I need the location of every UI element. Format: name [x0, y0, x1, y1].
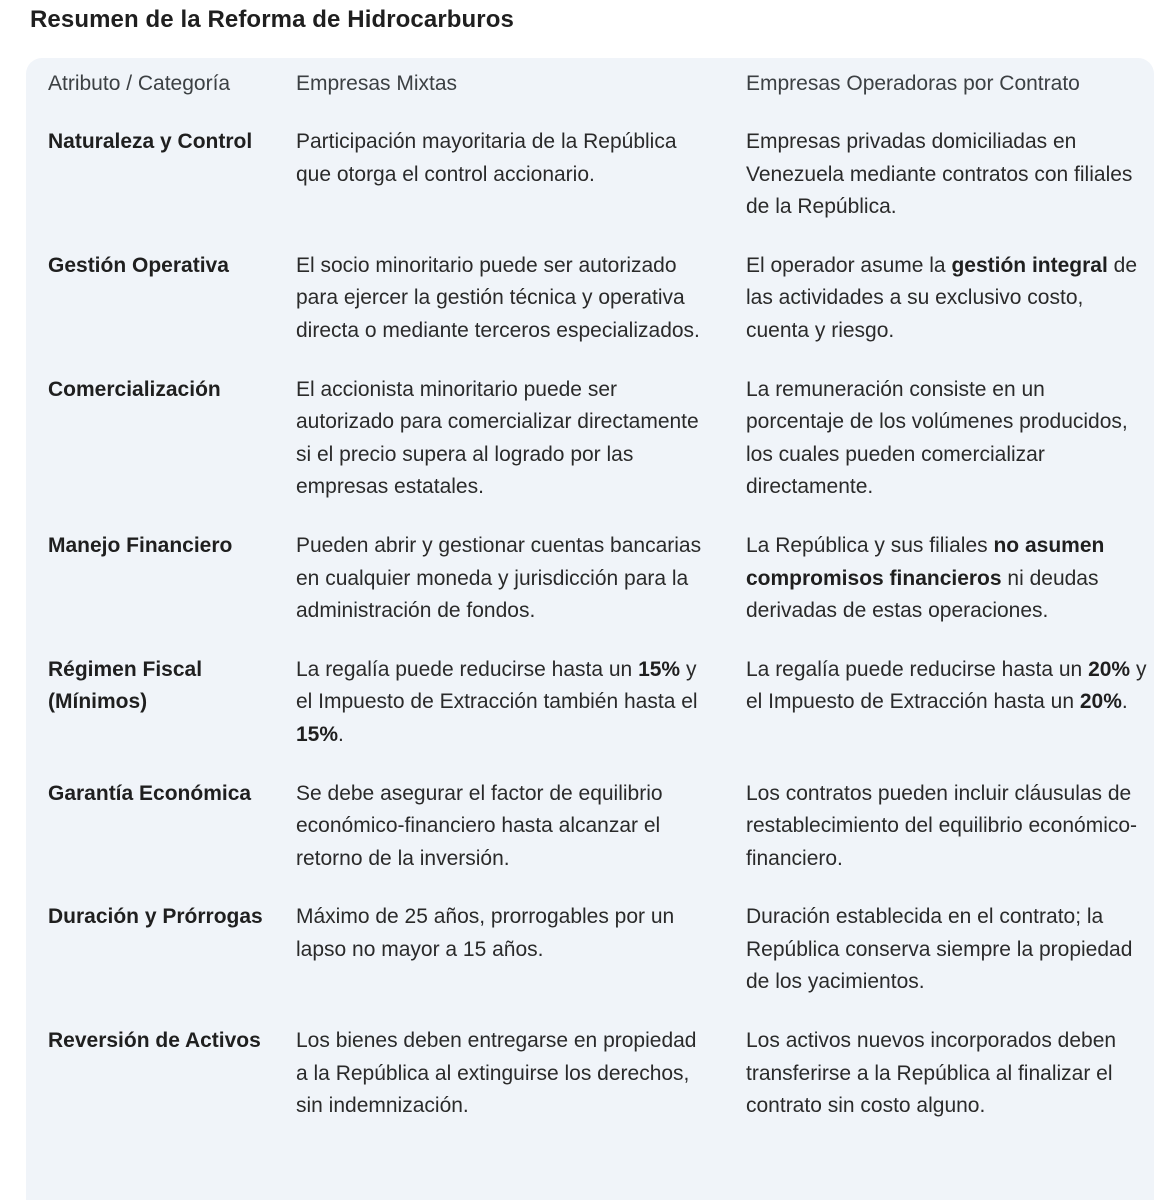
- bold-run: gestión integral: [951, 253, 1108, 277]
- summary-table: [48, 68, 1148, 1149]
- bold-run: 15%: [296, 722, 339, 746]
- table-row: [48, 778, 1148, 902]
- cell-operadoras: Duración establecida en el contrato; la República conserva siempre la propiedad de los yacimientos.: [746, 905, 1133, 994]
- table-row: [48, 126, 1148, 250]
- header-attribute: Atributo / Categoría: [48, 72, 231, 95]
- text-run: La República y sus filiales: [746, 533, 994, 557]
- cell-mixtas: El accionista minoritario puede ser autorizado para comercializar directamente si el precio supera al logrado por las empresas estatales.: [296, 377, 699, 499]
- cell-operadoras: Empresas privadas domiciliadas en Venezuela mediante contratos con filiales de la República.: [746, 130, 1133, 219]
- cell-mixtas: Los bienes deben entregarse en propiedad a la República al extinguirse los derechos, sin indemnización.: [296, 1029, 697, 1118]
- cell-mixtas: Se debe asegurar el factor de equilibrio económico-financiero hasta alcanzar el retorno de la inversión.: [296, 781, 663, 870]
- cell-operadoras: Los contratos pueden incluir cláusulas de restablecimiento del equilibrio económico-financiero.: [746, 781, 1138, 870]
- text-run: de las actividades a su exclusivo costo, cuenta y riesgo.: [746, 253, 1138, 342]
- table-header-row: [48, 68, 1148, 126]
- cell-operadoras: La remuneración consiste en un porcentaje de los volúmenes producidos, los cuales pueden comercializar directamente.: [746, 377, 1128, 499]
- text-run: El operador asume la: [746, 253, 952, 277]
- cell-mixtas: Máximo de 25 años, prorrogables por un lapso no mayor a 15 años.: [296, 905, 675, 961]
- table-row: [48, 1025, 1148, 1149]
- cell-operadoras: Los activos nuevos incorporados deben transferirse a la República al finalizar el contrato sin costo alguno.: [746, 1029, 1117, 1118]
- text-run: La regalía puede reducirse hasta un: [296, 657, 639, 681]
- cell-operadoras: [746, 250, 1148, 374]
- summary-card: [26, 58, 1154, 1200]
- table-row: [48, 901, 1148, 1025]
- text-run: La regalía puede reducirse hasta un: [746, 657, 1089, 681]
- row-attribute: Naturaleza y Control: [48, 130, 253, 153]
- table-row: [48, 530, 1148, 654]
- row-attribute: Gestión Operativa: [48, 253, 229, 277]
- row-attribute: Garantía Económica: [48, 781, 252, 805]
- cell-operadoras: [746, 654, 1148, 778]
- text-run: ni deudas derivadas de estas operaciones.: [746, 566, 1099, 623]
- cell-operadoras: [746, 530, 1148, 654]
- table-row: [48, 374, 1148, 530]
- text-run: .: [1121, 690, 1128, 714]
- table-row: [48, 250, 1148, 374]
- table-row: [48, 654, 1148, 778]
- row-attribute: Régimen Fiscal (Mínimos): [48, 657, 203, 714]
- row-attribute: Duración y Prórrogas: [48, 905, 263, 929]
- page-title: Resumen de la Reforma de Hidrocarburos: [30, 6, 514, 33]
- text-run: y el Impuesto de Extracción también hasta el: [296, 657, 698, 714]
- row-attribute: Manejo Financiero: [48, 533, 233, 557]
- cell-mixtas: [296, 654, 746, 778]
- bold-run: 20%: [1079, 690, 1122, 714]
- row-attribute: Reversión de Activos: [48, 1029, 261, 1053]
- bold-run: 20%: [1088, 657, 1131, 681]
- cell-mixtas: Participación mayoritaria de la República que otorga el control accionario.: [296, 130, 677, 186]
- bold-run: no asumen compromisos financieros: [746, 533, 1105, 590]
- row-attribute: Comercialización: [48, 377, 221, 401]
- header-empresas-operadoras: Empresas Operadoras por Contrato: [746, 72, 1080, 95]
- text-run: y el Impuesto de Extracción hasta un: [746, 657, 1147, 714]
- cell-mixtas: El socio minoritario puede ser autorizado para ejercer la gestión técnica y operativa directa o mediante terceros especializados.: [296, 253, 700, 342]
- cell-mixtas: Pueden abrir y gestionar cuentas bancarias en cualquier moneda y jurisdicción para la administración de fondos.: [296, 533, 702, 623]
- bold-run: 15%: [638, 657, 681, 681]
- text-run: .: [338, 722, 344, 746]
- header-empresas-mixtas: Empresas Mixtas: [296, 72, 458, 95]
